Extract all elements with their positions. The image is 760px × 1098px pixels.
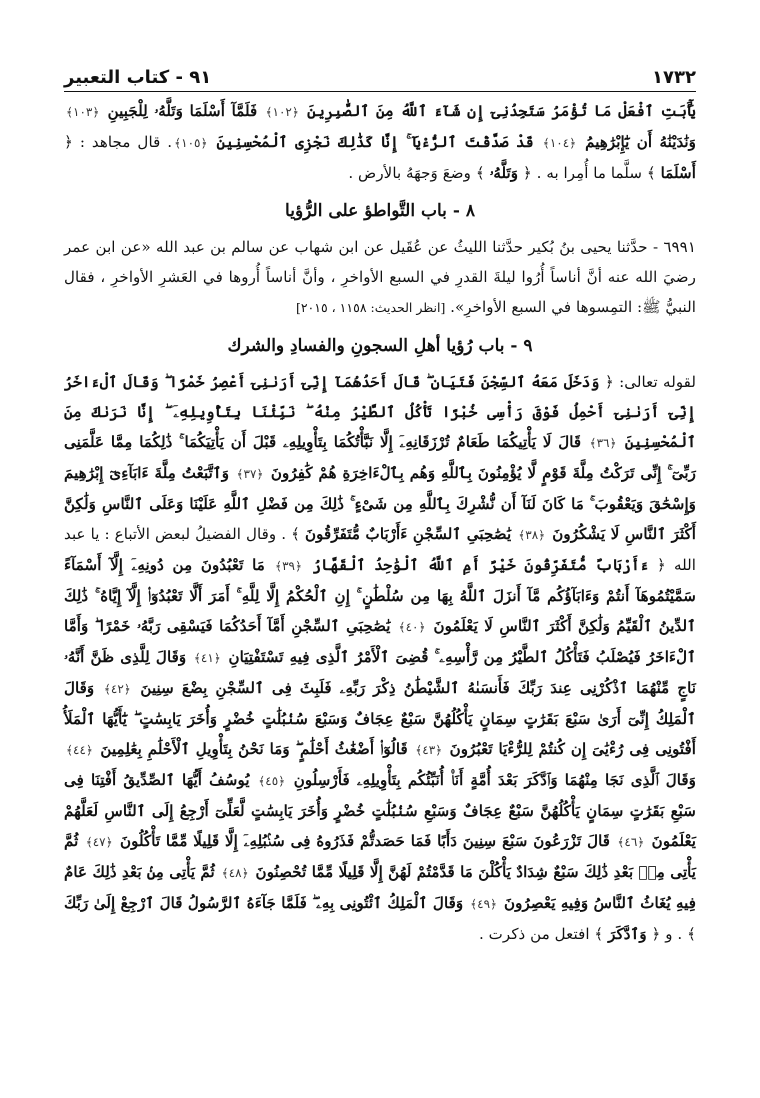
quran-verse: وَقَالَ ٱلْمَلِكُ إِنِّىٓ أَرَىٰ سَبْعَ بَقَرَٰتٍ سِمَانٍ يَأْكُلُهُنَّ سَبْعٌ عِجَافٌ وَسَبْعَ سُنۢبُلَٰتٍ خُضْرٍ وَأُخَرَ يَابِسَٰتٍ ۖ يَٰٓأَيُّهَا ٱلْمَلَأُ أَفْتُونِى فِى رُءْيَٰىَ إِن كُنتُمْ لِلرُّءْيَا تَعْبُرُونَ — [64, 679, 696, 758]
verse-number: ٣٨ — [525, 528, 539, 542]
verse-number: ٤٦ — [624, 835, 638, 849]
verse-number: ٣٦ — [596, 436, 610, 450]
commentary-text: ﴾ . وقال الفضيلُ لبعض الأتباع : يا عبد الله ﴿ — [64, 525, 697, 574]
verse-number: ٤٧ — [92, 835, 106, 849]
hadith-reference: [انظر الحديث: ١١٥٨ ، ٢٠١٥] — [295, 300, 446, 315]
quran-verse: يُوسُفُ أَيُّهَا ٱلصِّدِّيقُ أَفْتِنَا فِى سَبْعِ بَقَرَٰتٍ سِمَانٍ يَأْكُلُهُنَّ سَبْعٌ عِجَافٌ وَسَبْعِ سُنۢبُلَٰتٍ خُضْرٍ وَأُخَرَ يَابِسَٰتٍ لَّعَلِّىٓ أَرْجِعُ إِلَى ٱلنَّاسِ لَعَلَّهُمْ يَعْلَمُونَ — [64, 771, 697, 850]
quran-verse: قَالُوٓا۟ أَضْغَٰثُ أَحْلَٰمٍ ۖ وَمَا نَحْنُ بِتَأْوِيلِ ٱلْأَحْلَٰمِ بِعَٰلِمِينَ — [100, 740, 408, 758]
verse-number: ٤٩ — [477, 897, 491, 911]
quran-verse: قَدْ صَدَّقْتَ ٱلرُّءْيَآ ۚ إِنَّا كَذَٰلِكَ نَجْزِى ٱلْمُحْسِنِينَ — [216, 133, 534, 151]
quran-verse: وَنَٰدَيْنَٰهُ أَن يَٰٓإِبْرَٰهِيمُ — [585, 133, 696, 151]
commentary-text: ﴾ . و ﴿ — [646, 925, 696, 943]
hadith-6991 — [64, 232, 696, 323]
quran-verse: ثُمَّ يَأْتِى مِنۢ بَعْدِ ذَٰلِكَ سَبْعٌ شِدَادٌ يَأْكُلْنَ مَا قَدَّمْتُمْ لَهُنَّ إِلَّا قَلِيلًا مِّمَّا تُحْصِنُونَ — [64, 832, 697, 881]
verse-number: ١٠٥ — [181, 136, 201, 150]
commentary-text: ﴾ سلَّما ما أُمِرا به . ﴿ — [518, 164, 661, 182]
lead-in-text: لقوله تعالى: ﴿ — [599, 373, 696, 391]
page-header — [64, 58, 696, 92]
quran-verse: قَالَ لَا يَأْتِيكُمَا طَعَامٌ تُرْزَقَانِهِۦٓ إِلَّا نَبَّأْتُكُمَا بِتَأْوِيلِهِۦ قَبْلَ أَن يَأْتِيَكُمَا ۚ ذَٰلِكُمَا مِمَّا عَلَّمَنِى رَبِّىٓ ۚ إِنِّى تَرَكْتُ مِلَّةَ قَوْمٍ لَّا يُؤْمِنُونَ بِٱللَّهِ وَهُم بِٱلْءَاخِرَةِ هُمْ كَٰفِرُونَ — [64, 433, 696, 482]
quran-word: وَٱدَّكَرَ — [608, 925, 647, 943]
verse-number: ٤٣ — [422, 743, 436, 757]
page-body — [64, 96, 696, 949]
page-number: ١٧٣٢ — [652, 67, 696, 88]
verse-number: ١٠٣ — [73, 105, 93, 119]
quran-verse: مَا تَعْبُدُونَ مِن دُونِهِۦٓ إِلَّآ أَسْمَآءً سَمَّيْتُمُوهَآ أَنتُمْ وَءَابَآؤُكُم مَّآ أَنزَلَ ٱللَّهُ بِهَا مِن سُلْطَٰنٍ ۚ إِنِ ٱلْحُكْمُ إِلَّا لِلَّهِ ۚ أَمَرَ أَلَّا تَعْبُدُوٓا۟ إِلَّآ إِيَّاهُ ۚ ذَٰلِكَ ٱلدِّينُ ٱلْقَيِّمُ وَلَٰكِنَّ أَكْثَرَ ٱلنَّاسِ لَا يَعْلَمُونَ — [64, 556, 697, 635]
intro-paragraph: يَٰٓأَبَتِ ٱفْعَلْ مَا تُؤْمَرُ سَتَجِدُنِىٓ إِن شَآءَ ٱللَّهُ مِنَ ٱلصَّٰبِرِينَ ﴿١٠٢﴾ فَلَمَّآ أَسْلَمَا وَتَلَّهُۥ لِلْجَبِينِ ﴿١٠٣﴾ وَنَٰدَيْنَٰهُ أَن يَٰٓإِبْرَٰهِيمُ ﴿١٠٤﴾ قَدْ صَدَّقْتَ ٱلرُّءْيَآ ۚ إِنَّا كَذَٰلِكَ نَجْزِى ٱلْمُحْسِنِينَ ﴿١٠٥﴾. قال مجاهد : ﴿ أَسْلَمَا ﴾ سلَّما ما أُمِرا به . ﴿ وَتَلَّهُۥ ﴾ وضعَ وَجهَهُ بالأرض . — [64, 102, 697, 182]
section-heading-8: ٨ - باب التَّواطؤ على الرُّؤيا — [285, 201, 475, 221]
quran-verse: ثُمَّ يَأْتِى مِنۢ بَعْدِ ذَٰلِكَ عَامٌ فِيهِ يُغَاثُ ٱلنَّاسُ وَفِيهِ يَعْصِرُونَ — [64, 863, 697, 912]
verse-number: ٤١ — [200, 651, 214, 665]
verse-number: ٤٥ — [265, 774, 279, 788]
commentary-text: ﴾ وضعَ وَجهَهُ بالأرض . — [348, 164, 490, 182]
verse-number: ١٠٢ — [272, 105, 292, 119]
quran-verse: وَقَالَ لِلَّذِى ظَنَّ أَنَّهُۥ نَاجٍ مِّنْهُمَا ٱذْكُرْنِى عِندَ رَبِّكَ فَأَنسَىٰهُ ٱلشَّيْطَٰنُ ذِكْرَ رَبِّهِۦ فَلَبِثَ فِى ٱلسِّجْنِ بِضْعَ سِنِينَ — [64, 648, 696, 697]
verse-number: ٣٧ — [243, 467, 257, 481]
hadith-text: ٦٩٩١ - حدَّثنا يحيى بنُ بُكير حدَّثنا الليثُ عن عُقَيل عن ابن شهاب عن سالم بن عبد الله «عن ابن عمر رضيَ الله عنه أنَّ أناساً أُرُوا ليلةَ القدرِ في السبع الأواخرِ ، وأنَّ أناساً أُروها في العَشرِ الأواخرِ ، فقال النبيُّ ﷺ: التمِسوها في السبع الأواخرِ». — [64, 238, 696, 316]
verse-number: ٤٤ — [73, 743, 86, 757]
quran-verse: وَقَالَ ٱلْمَلِكُ ٱئْتُونِى بِهِۦ ۖ فَلَمَّا جَآءَهُ ٱلرَّسُولُ قَالَ ٱرْجِعْ إِلَىٰ رَبِّكَ — [64, 894, 464, 912]
quran-verse: وَقَالَ ٱلَّذِى نَجَا مِنْهُمَا وَٱدَّكَرَ بَعْدَ أُمَّةٍ أَنَا۠ أُنَبِّئُكُم بِتَأْوِيلِهِۦ فَأَرْسِلُونِ — [293, 771, 697, 789]
verse-number: ٤٠ — [405, 620, 419, 634]
verse-number: ٣٩ — [282, 559, 295, 573]
commentary-text: . قال مجاهد : ﴿ — [64, 133, 173, 151]
verse-number: ١٠٤ — [549, 136, 570, 150]
quran-verse: فَلَمَّآ أَسْلَمَا وَتَلَّهُۥ لِلْجَبِينِ — [107, 102, 258, 120]
commentary-text: ﴾ افتعل من ذكرت . — [478, 925, 609, 943]
verse-number: ٤٢ — [110, 682, 124, 696]
section-heading-9: ٩ - باب رُؤيا أهلِ السجونِ والفسادِ والشرك — [227, 336, 533, 356]
quran-verse: قَالَ تَزْرَعُونَ سَبْعَ سِنِينَ دَأَبًا فَمَا حَصَدتُّمْ فَذَرُوهُ فِى سُنۢبُلِهِۦٓ إِلَّا قَلِيلًا مِّمَّا تَأْكُلُونَ — [120, 832, 610, 850]
quran-verse: يَٰصَٰحِبَىِ ٱلسِّجْنِ ءَأَرْبَابٌ مُّتَفَرِّقُونَ — [305, 525, 512, 543]
quran-word: وَتَلَّهُۥ — [489, 164, 519, 182]
quran-word: أَسْلَمَا — [660, 164, 696, 182]
quran-verse: ءَأَرْبَابٌ مُّتَفَرِّقُونَ خَيْرٌ أَمِ ٱللَّهُ ٱلْوَٰحِدُ ٱلْقَهَّارُ — [312, 556, 649, 574]
section-9-paragraph: لقوله تعالى: ﴿ وَدَخَلَ مَعَهُ ٱلسِّجْنَ فَتَيَانِ ۖ قَالَ أَحَدُهُمَآ إِنِّىٓ أَرَىٰنِىٓ أَعْصِرُ خَمْرًا ۖ وَقَالَ ٱلْءَاخَرُ إِنِّىٓ أَرَىٰنِىٓ أَحْمِلُ فَوْقَ رَأْسِى خُبْزًا تَأْكُلُ ٱلطَّيْرُ مِنْهُ ۖ نَبِّئْنَا بِتَأْوِيلِهِۦٓ ۖ إِنَّا نَرَىٰكَ مِنَ ٱلْمُحْسِنِينَ ﴿٣٦﴾ قَالَ لَا يَأْتِيكُمَا طَعَامٌ تُرْزَقَانِهِۦٓ إِلَّا نَبَّأْتُكُمَا بِتَأْوِيلِهِۦ قَبْلَ أَن يَأْتِيَكُمَا ۚ ذَٰلِكُمَا مِمَّا عَلَّمَنِى رَبِّىٓ ۚ إِنِّى تَرَكْتُ مِلَّةَ قَوْمٍ لَّا يُؤْمِنُونَ بِٱللَّهِ وَهُم بِٱلْءَاخِرَةِ هُمْ كَٰفِرُونَ ﴿٣٧﴾ وَٱتَّبَعْتُ مِلَّةَ ءَابَآءِىٓ إِبْرَٰهِيمَ وَإِسْحَٰقَ وَيَعْقُوبَ ۚ مَا كَانَ لَنَآ أَن نُّشْرِكَ بِٱللَّهِ مِن شَىْءٍ ۚ ذَٰلِكَ مِن فَضْلِ ٱللَّهِ عَلَيْنَا وَعَلَى ٱلنَّاسِ وَلَٰكِنَّ أَكْثَرَ ٱلنَّاسِ لَا يَشْكُرُونَ ﴿٣٨﴾ يَٰصَٰحِبَىِ ٱلسِّجْنِ ءَأَرْبَابٌ مُّتَفَرِّقُونَ ﴾ . وقال الفضيلُ لبعض الأتباع : يا عبد الله ﴿ ءَأَرْبَابٌ مُّتَفَرِّقُونَ خَيْرٌ أَمِ ٱللَّهُ ٱلْوَٰحِدُ ٱلْقَهَّارُ ﴿٣٩﴾ مَا تَعْبُدُونَ مِن دُونِهِۦٓ إِلَّآ أَسْمَآءً سَمَّيْتُمُوهَآ أَنتُمْ وَءَابَآؤُكُم مَّآ أَنزَلَ ٱللَّهُ بِهَا مِن سُلْطَٰنٍ ۚ إِنِ ٱلْحُكْمُ إِلَّا لِلَّهِ ۚ أَمَرَ أَلَّا تَعْبُدُوٓا۟ إِلَّآ إِيَّاهُ ۚ ذَٰلِكَ ٱلدِّينُ ٱلْقَيِّمُ وَلَٰكِنَّ أَكْثَرَ ٱلنَّاسِ لَا يَعْلَمُونَ ﴿٤٠﴾ يَٰصَٰحِبَىِ ٱلسِّجْنِ أَمَّآ أَحَدُكُمَا فَيَسْقِى رَبَّهُۥ خَمْرًا ۖ وَأَمَّا ٱلْءَاخَرُ فَيُصْلَبُ فَتَأْكُلُ ٱلطَّيْرُ مِن رَّأْسِهِۦ ۚ قُضِىَ ٱلْأَمْرُ ٱلَّذِى فِيهِ تَسْتَفْتِيَانِ ﴿٤١﴾ وَقَالَ لِلَّذِى ظَنَّ أَنَّهُۥ نَاجٍ مِّنْهُمَا ٱذْكُرْنِى عِندَ رَبِّكَ فَأَنسَىٰهُ ٱلشَّيْطَٰنُ ذِكْرَ رَبِّهِۦ فَلَبِثَ فِى ٱلسِّجْنِ بِضْعَ سِنِينَ ﴿٤٢﴾ وَقَالَ ٱلْمَلِكُ إِنِّىٓ أَرَىٰ سَبْعَ بَقَرَٰتٍ سِمَانٍ يَأْكُلُهُنَّ سَبْعٌ عِجَافٌ وَسَبْعَ سُنۢبُلَٰتٍ خُضْرٍ وَأُخَرَ يَابِسَٰتٍ ۖ يَٰٓأَيُّهَا ٱلْمَلَأُ أَفْتُونِى فِى رُءْيَٰىَ إِن كُنتُمْ لِلرُّءْيَا تَعْبُرُونَ ﴿٤٣﴾ قَالُوٓا۟ أَضْغَٰثُ أَحْلَٰمٍ ۖ وَمَا نَحْنُ بِتَأْوِيلِ ٱلْأَحْلَٰمِ بِعَٰلِمِينَ ﴿٤٤﴾ وَقَالَ ٱلَّذِى نَجَا مِنْهُمَا وَٱدَّكَرَ بَعْدَ أُمَّةٍ أَنَا۠ أُنَبِّئُكُم بِتَأْوِيلِهِۦ فَأَرْسِلُونِ ﴿٤٥﴾ يُوسُفُ أَيُّهَا ٱلصِّدِّيقُ أَفْتِنَا فِى سَبْعِ بَقَرَٰتٍ سِمَانٍ يَأْكُلُهُنَّ سَبْعٌ عِجَافٌ وَسَبْعِ سُنۢبُلَٰتٍ خُضْرٍ وَأُخَرَ يَابِسَٰتٍ لَّعَلِّىٓ أَرْجِعُ إِلَى ٱلنَّاسِ لَعَلَّهُمْ يَعْلَمُونَ ﴿٤٦﴾ قَالَ تَزْرَعُونَ سَبْعَ سِنِينَ دَأَبًا فَمَا حَصَدتُّمْ فَذَرُوهُ فِى سُنۢبُلِهِۦٓ إِلَّا قَلِيلًا مِّمَّا تَأْكُلُونَ ﴿٤٧﴾ ثُمَّ يَأْتِى مِنۢ بَعْدِ ذَٰلِكَ سَبْعٌ شِدَادٌ يَأْكُلْنَ مَا قَدَّمْتُمْ لَهُنَّ إِلَّا قَلِيلًا مِّمَّا تُحْصِنُونَ ﴿٤٨﴾ ثُمَّ يَأْتِى مِنۢ بَعْدِ ذَٰلِكَ عَامٌ فِيهِ يُغَاثُ ٱلنَّاسُ وَفِيهِ يَعْصِرُونَ ﴿٤٩﴾ وَقَالَ ٱلْمَلِكُ ٱئْتُونِى بِهِۦ ۖ فَلَمَّا جَآءَهُ ٱلرَّسُولُ قَالَ ٱرْجِعْ إِلَىٰ رَبِّكَ ﴾ . و ﴿ وَٱدَّكَرَ ﴾ افتعل من ذكرت . — [64, 373, 697, 943]
quran-verse: يَٰٓأَبَتِ ٱفْعَلْ مَا تُؤْمَرُ سَتَجِدُنِىٓ إِن شَآءَ ٱللَّهُ مِنَ ٱلصَّٰبِرِينَ — [307, 102, 697, 120]
quran-verse: وَٱتَّبَعْتُ مِلَّةَ ءَابَآءِىٓ إِبْرَٰهِيمَ وَإِسْحَٰقَ وَيَعْقُوبَ ۚ مَا كَانَ لَنَآ أَن نُّشْرِكَ بِٱللَّهِ مِن شَىْءٍ ۚ ذَٰلِكَ مِن فَضْلِ ٱللَّهِ عَلَيْنَا وَعَلَى ٱلنَّاسِ وَلَٰكِنَّ أَكْثَرَ ٱلنَّاسِ لَا يَشْكُرُونَ — [64, 464, 697, 543]
chapter-title: ٩١ - كتاب التعبير — [64, 67, 212, 88]
quran-verse: يَٰصَٰحِبَىِ ٱلسِّجْنِ أَمَّآ أَحَدُكُمَا فَيَسْقِى رَبَّهُۥ خَمْرًا ۖ وَأَمَّا ٱلْءَاخَرُ فَيُصْلَبُ فَتَأْكُلُ ٱلطَّيْرُ مِن رَّأْسِهِۦ ۚ قُضِىَ ٱلْأَمْرُ ٱلَّذِى فِيهِ تَسْتَفْتِيَانِ — [64, 617, 697, 666]
quran-verse: وَدَخَلَ مَعَهُ ٱلسِّجْنَ فَتَيَانِ ۖ قَالَ أَحَدُهُمَآ إِنِّىٓ أَرَىٰنِىٓ أَعْصِرُ خَمْرًا ۖ وَقَالَ ٱلْءَاخَرُ إِنِّىٓ أَرَىٰنِىٓ أَحْمِلُ فَوْقَ رَأْسِى خُبْزًا تَأْكُلُ ٱلطَّيْرُ مِنْهُ ۖ نَبِّئْنَا بِتَأْوِيلِهِۦٓ ۖ إِنَّا نَرَىٰكَ مِنَ ٱلْمُحْسِنِينَ — [64, 373, 697, 451]
verse-number: ٤٨ — [228, 866, 242, 880]
